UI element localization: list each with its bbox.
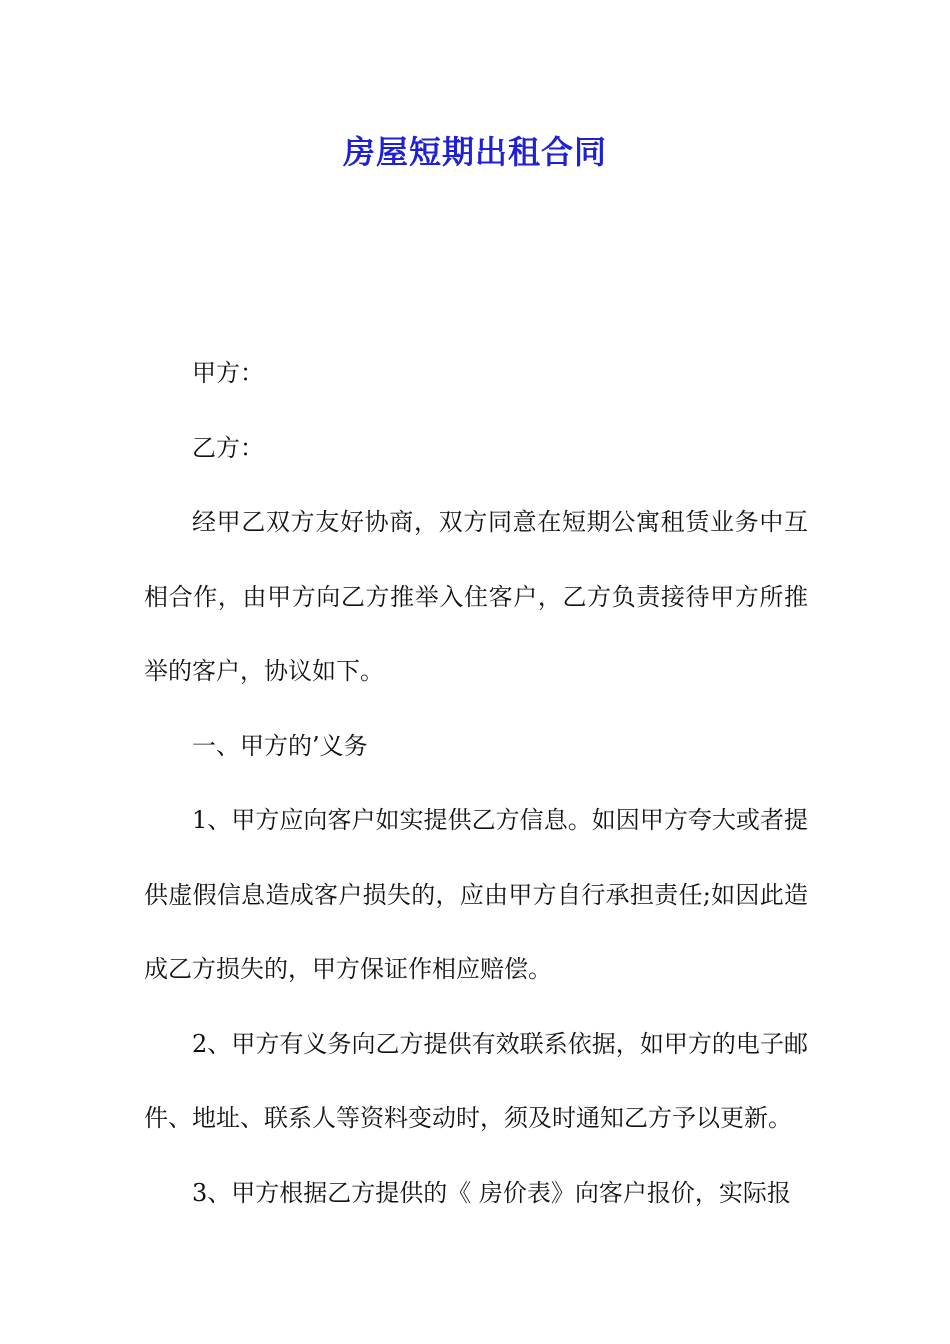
intro-paragraph: 经甲乙双方友好协商，双方同意在短期公寓租赁业务中互相合作，由甲方向乙方推举入住客户，乙方负责接待甲方所推举的客户，协议如下。 [144, 508, 808, 685]
clause-2: 2、甲方有义务向乙方提供有效联系依据，如甲方的电子邮件、地址、联系人等资料变动时，须及时通知乙方予以更新。 [144, 1029, 808, 1132]
section-heading: 一、甲方的’义务 [192, 731, 368, 760]
document-body [144, 336, 808, 1230]
party-a-line: 甲方： [192, 359, 264, 387]
document-title: 房屋短期出租合同 [342, 133, 607, 171]
clause-3: 3、甲方根据乙方提供的《 房价表》向客户报价，实际报 [192, 1178, 791, 1207]
party-b-line: 乙方： [192, 433, 264, 462]
clause-1: 1、甲方应向客户如实提供乙方信息。如因甲方夸大或者提供虚假信息造成客户损失的，应由甲方自行承担责任;如因此造成乙方损失的，甲方保证作相应赔偿。 [144, 806, 808, 983]
